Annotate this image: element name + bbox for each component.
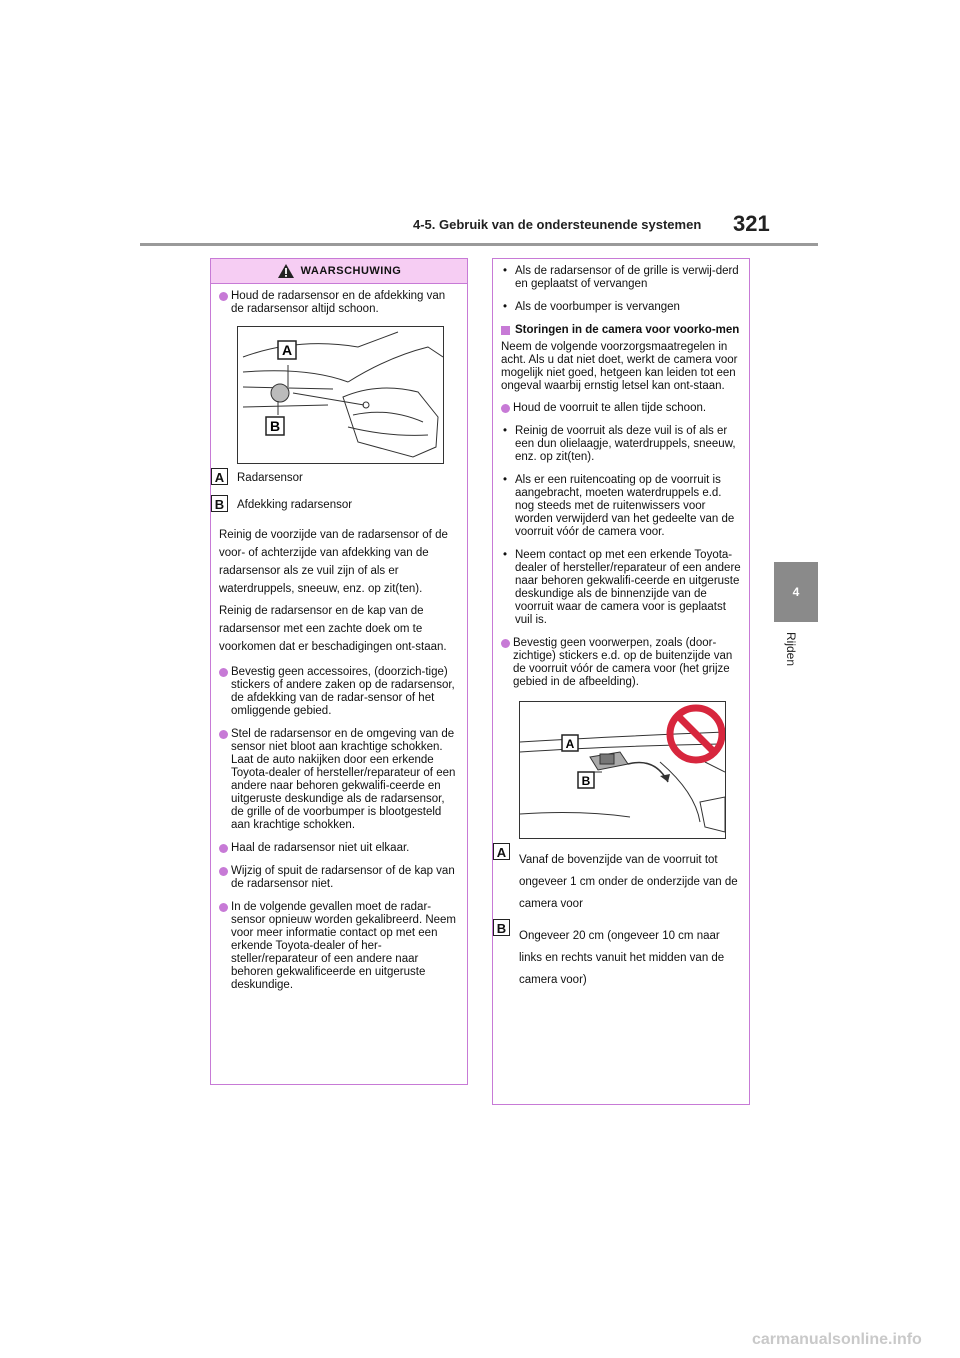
legend-b: B Ongeveer 20 cm (ongeveer 10 cm naar links en rechts vanuit het midden van de camera voor) [501, 925, 741, 991]
chapter-tab: 4 [774, 562, 818, 622]
paragraph: Reinig de voorzijde van de radarsensor of de voor- of achterzijde van afdekking van de radarsensor als ze vuil zijn of als er waterdruppels, sneeuw, enz. op zit(ten). [219, 529, 448, 595]
page-number: 321 [733, 211, 770, 236]
list-item: • Als de radarsensor of de grille is verwij-derd en geplaatst of vervangen [503, 265, 739, 290]
figure-label-a: A [281, 342, 293, 358]
watermark: carmanualsonline.info [752, 1331, 922, 1348]
warning-triangle-icon [277, 263, 295, 279]
figure-label-b: B [581, 774, 591, 788]
figure-label-a: A [565, 737, 575, 751]
list-item: Houd de radarsensor en de afdekking van de radarsensor altijd schoon. [219, 290, 459, 316]
legend-a: A Radarsensor [219, 472, 459, 485]
legend-a: A Vanaf de bovenzijde van de voorruit tot ongeveer 1 cm onder de onderzijde van de camera voor [501, 849, 741, 915]
warning-box [210, 258, 468, 1085]
list-item: In de volgende gevallen moet de radar-sensor opnieuw worden gekalibreerd. Neem voor meer informatie contact op met een erkende Toyota-dealer of her-steller/reparateur of een andere naar behoren gekwalificeerde en uitgeruste deskundige. [219, 901, 459, 992]
list-item: Stel de radarsensor en de omgeving van de sensor niet bloot aan krachtige schokken. Laat de auto nakijken door een erkende Toyota-dealer of hersteller/reparateur of een andere naar behoren gekwalifi-ceerde en uitgeruste deskundige als de radarsensor, de grille of de voorbumper is blootgesteld aan krachtige schokken. [219, 728, 459, 832]
list-item: Bevestig geen accessoires, (doorzich-tige) stickers of andere zaken op de radarsensor, de afdekking van de radar-sensor of het omliggende gebied. [219, 666, 459, 718]
warning-title: WAARSCHUWING [300, 265, 402, 277]
caution-box [492, 258, 750, 1105]
list-item: • Neem contact op met een erkende Toyota-dealer of hersteller/reparateur of een andere naar behoren gekwalifi-ceerde en uitgeruste deskundige als de binnenzijde van de voorruit waar de camera voor is geplaatst vuil is. [503, 549, 741, 626]
camera-area-illustration [519, 701, 726, 839]
legend-b: B Afdekking radarsensor [219, 499, 459, 512]
section-heading: Storingen in de camera voor voorko-men [501, 324, 741, 337]
figure-label-b: B [269, 418, 281, 434]
header-divider [140, 243, 818, 246]
list-item: • Reinig de voorruit als deze vuil is of als er een dun olielaagje, waterdruppels, sneeuw, enz. op zit(ten). [503, 425, 736, 463]
paragraph: Neem de volgende voorzorgsmaatregelen in acht. Als u dat niet doet, werkt de camera voor mogelijk niet goed, hetgeen kan leiden tot een ongeval waarbij ernstig letsel kan ont-staan. [501, 341, 738, 392]
list-item: Houd de voorruit te allen tijde schoon. [501, 402, 741, 415]
paragraph: Reinig de radarsensor en de kap van de radarsensor met een zachte doek om te voorkomen dat er beschadigingen ont-staan. [219, 605, 447, 653]
list-item: • Als er een ruitencoating op de voorruit is aangebracht, moeten waterdruppels e.d. nog steeds met de ruitenwissers voor worden verwijderd van het gedeelte van de voorruit vóór de camera voor. [503, 474, 735, 538]
chapter-label: Rijden [784, 632, 798, 667]
section-title: 4-5. Gebruik van de ondersteunende systemen [413, 217, 702, 232]
radar-sensor-illustration [237, 326, 444, 464]
list-item: Wijzig of spuit de radarsensor of de kap van de radarsensor niet. [219, 865, 459, 891]
list-item: Haal de radarsensor niet uit elkaar. [219, 842, 459, 855]
warning-header [211, 259, 467, 284]
list-item: • Als de voorbumper is vervangen [503, 301, 680, 313]
list-item: Bevestig geen voorwerpen, zoals (door-zichtige) stickers e.d. op de buitenzijde van de voorruit vóór de camera voor (het grijze gebied in de afbeelding). [501, 637, 741, 689]
